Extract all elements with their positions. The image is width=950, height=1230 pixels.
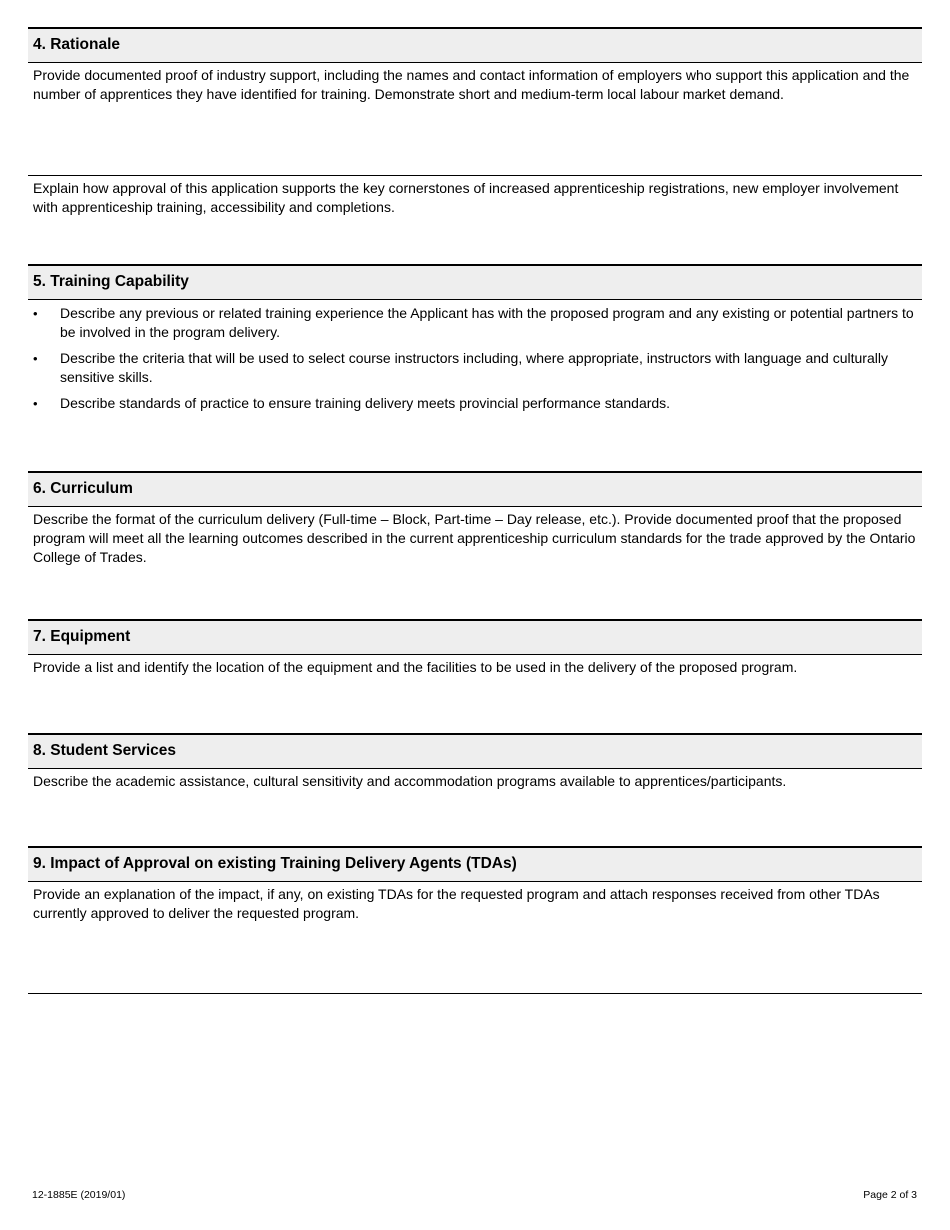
form-number: 12-1885E (2019/01) [32, 1189, 126, 1201]
section-title: 8. Student Services [28, 735, 922, 769]
bullet-text: Describe any previous or related training experience the Applicant has with the proposed program and any existing or potential partners to be involved in the program delivery. [60, 305, 914, 340]
training-capability-field[interactable] [28, 300, 922, 471]
bullet-icon: • [33, 306, 38, 321]
bullet-text: Describe the criteria that will be used to select course instructors including, where appropriate, instructors with language and culturally sensitive skills. [60, 350, 888, 385]
bullet-text: Describe standards of practice to ensure training delivery meets provincial performance standards. [60, 395, 671, 411]
section-title: 7. Equipment [28, 621, 922, 655]
rationale-industry-support-field[interactable]: Provide documented proof of industry support, including the names and contact information of employers who support this application and the number of apprentices they have identified for training. Demonstrate short and medium-term local labour market demand. [33, 67, 910, 102]
curriculum-field[interactable]: Describe the format of the curriculum delivery (Full-time – Block, Part-time – Day release, etc.). Provide documented proof that the proposed program will meet all the learning outcomes described in the current apprenticeship curriculum standards for the trade approved by the Ontario College of Trades. [33, 511, 916, 565]
impact-on-tdas-field[interactable]: Provide an explanation of the impact, if any, on existing TDAs for the requested program and attach responses received from other TDAs currently approved to deliver the requested program. [33, 886, 880, 921]
section-impact-on-tdas [28, 846, 922, 993]
section-title: 6. Curriculum [28, 473, 922, 507]
list-item [28, 349, 922, 387]
section-title: 5. Training Capability [28, 266, 922, 300]
section-title: 4. Rationale [28, 29, 922, 63]
section-student-services [28, 733, 922, 846]
section-rationale [28, 27, 922, 264]
form-page [28, 27, 922, 994]
bullet-icon: • [33, 351, 38, 366]
page-number: Page 2 of 3 [863, 1189, 917, 1201]
bullet-icon: • [33, 396, 38, 411]
bullet-list [28, 300, 922, 413]
rationale-cornerstones-field[interactable]: Explain how approval of this application supports the key cornerstones of increased apprenticeship registrations, new employer involvement with apprenticeship training, accessibility and completions. [28, 175, 922, 264]
form-end-divider [28, 993, 922, 994]
list-item [28, 304, 922, 342]
section-equipment [28, 619, 922, 733]
section-training-capability [28, 264, 922, 471]
list-item [28, 394, 922, 413]
section-title: 9. Impact of Approval on existing Training Delivery Agents (TDAs) [28, 848, 922, 882]
student-services-field[interactable]: Describe the academic assistance, cultural sensitivity and accommodation programs available to apprentices/participants. [33, 773, 787, 789]
section-curriculum [28, 471, 922, 619]
equipment-field[interactable]: Provide a list and identify the location of the equipment and the facilities to be used in the delivery of the proposed program. [33, 659, 798, 675]
